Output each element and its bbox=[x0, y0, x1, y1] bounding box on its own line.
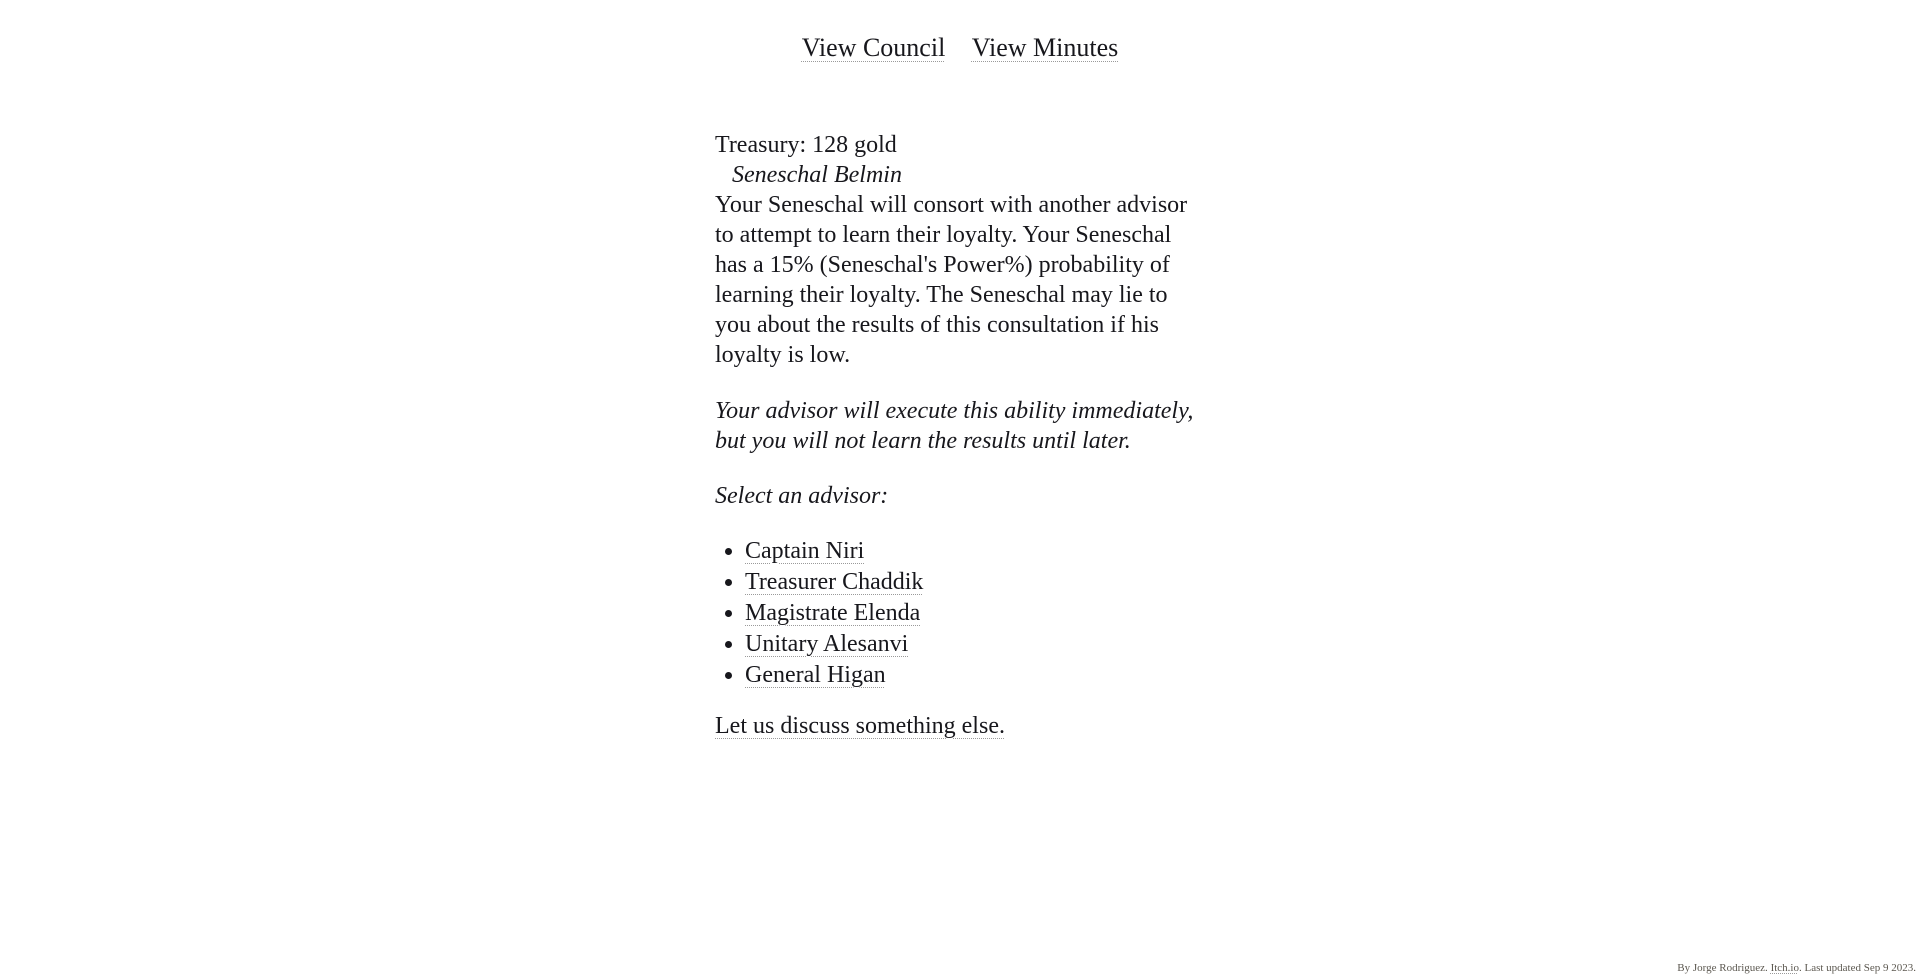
treasury-status: Treasury: 128 gold bbox=[715, 132, 897, 158]
advisor-link-magistrate-elenda[interactable]: Magistrate Elenda bbox=[745, 600, 921, 626]
list-item bbox=[745, 660, 1205, 691]
top-nav bbox=[0, 0, 1920, 63]
view-minutes-link[interactable]: View Minutes bbox=[971, 33, 1119, 62]
list-item bbox=[745, 598, 1205, 629]
list-item bbox=[745, 629, 1205, 660]
game-passage bbox=[715, 130, 1205, 741]
itch-io-link[interactable]: Itch.io bbox=[1770, 962, 1799, 974]
view-council-link[interactable]: View Council bbox=[801, 33, 946, 62]
credits-footer bbox=[1677, 962, 1916, 975]
advisor-list bbox=[715, 536, 1205, 691]
advisor-link-treasurer-chaddik[interactable]: Treasurer Chaddik bbox=[745, 569, 924, 595]
timing-note: Your advisor will execute this ability immediately, but you will not learn the results until later. bbox=[715, 398, 1194, 454]
list-item bbox=[745, 567, 1205, 598]
advisor-link-unitary-alesanvi[interactable]: Unitary Alesanvi bbox=[745, 631, 909, 657]
credit-suffix: . Last updated Sep 9 2023. bbox=[1798, 962, 1916, 974]
advisor-heading: Seneschal Belmin bbox=[732, 162, 902, 188]
discuss-something-else-link[interactable]: Let us discuss something else. bbox=[715, 713, 1005, 739]
advisor-link-captain-niri[interactable]: Captain Niri bbox=[745, 538, 865, 564]
select-advisor-prompt: Select an advisor: bbox=[715, 483, 889, 509]
ability-description: Your Seneschal will consort with another advisor to attempt to learn their loyalty. Your Seneschal has a 15% (Seneschal's Power%) probability of learning their loyalty. The Seneschal may lie to you about the results of this consultation if his loyalty is low. bbox=[715, 192, 1188, 368]
advisor-link-general-higan[interactable]: General Higan bbox=[745, 662, 886, 688]
back-link-row bbox=[715, 711, 1205, 741]
credit-prefix: By Jorge Rodriguez. bbox=[1677, 962, 1771, 974]
list-item bbox=[745, 536, 1205, 567]
